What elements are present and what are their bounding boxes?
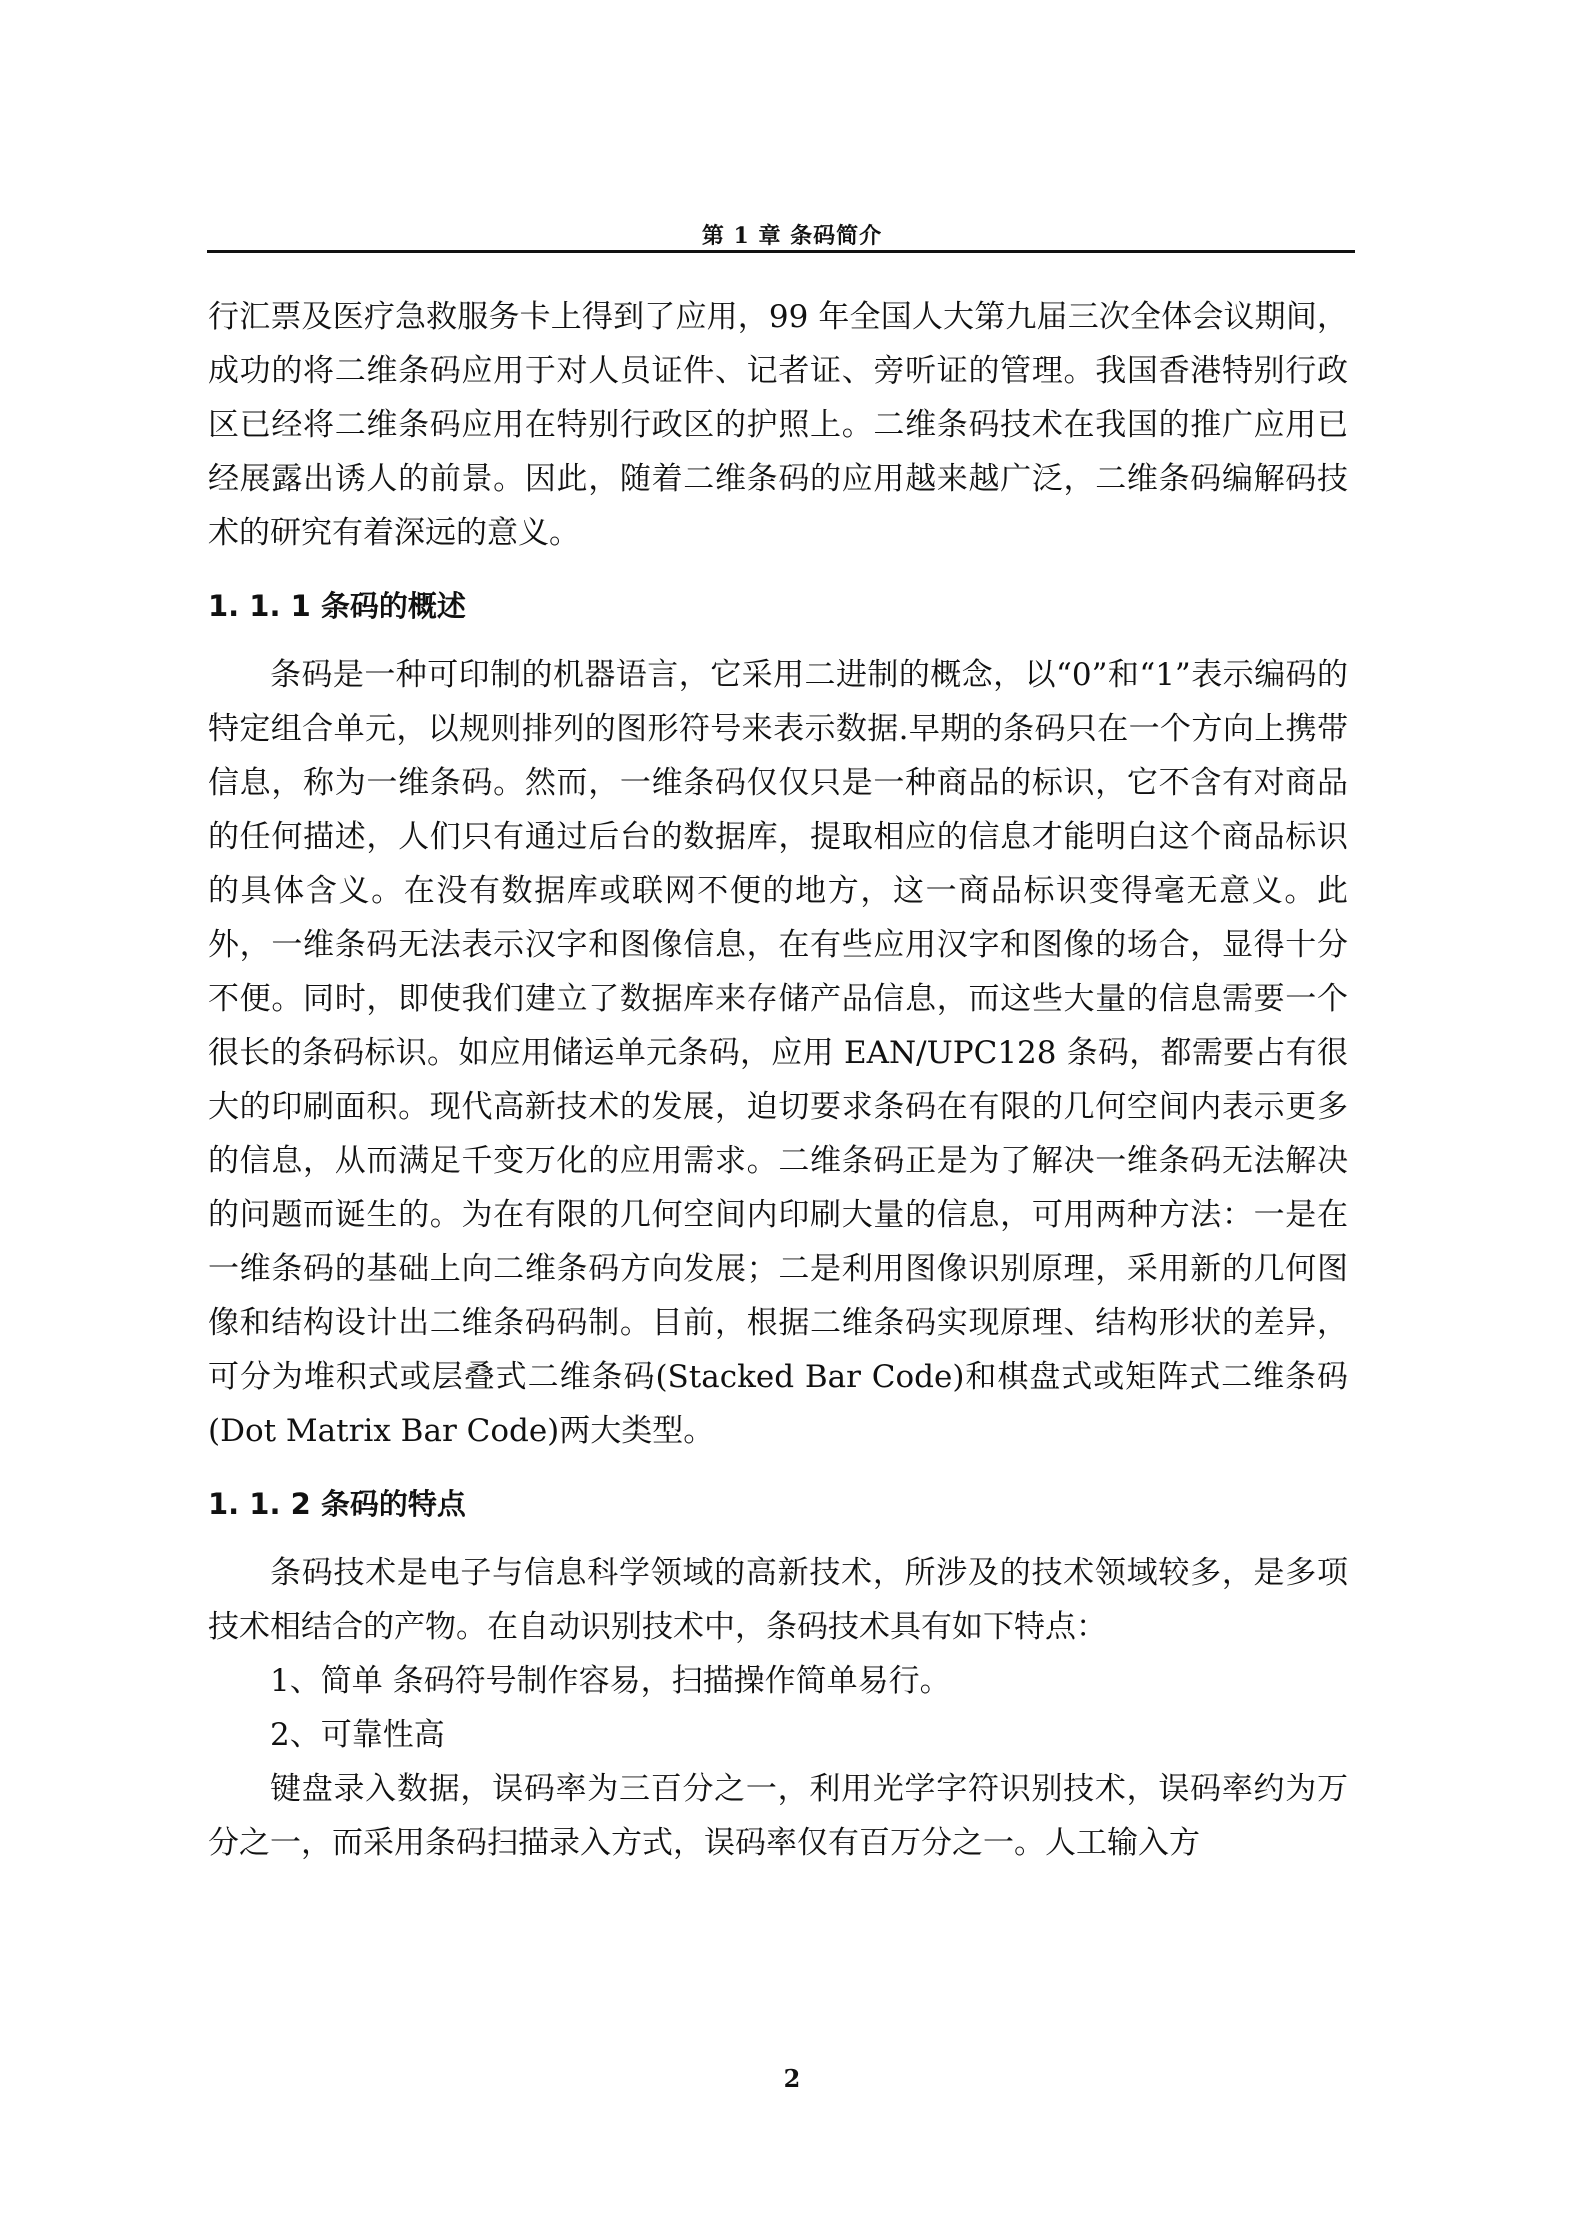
- header-rule: [207, 250, 1355, 253]
- page-number: 2: [783, 2064, 801, 2093]
- paragraph-overview: 条码是一种可印制的机器语言，它采用二进制的概念，以“0”和“1”表示编码的特定组合单元，以规则排列的图形符号来表示数据.早期的条码只在一个方向上携带信息，称为一维条码。然而，一维条码仅仅只是一种商品的标识，它不含有对商品的任何描述，人们只有通过后台的数据库，提取相应的信息才能明白这个商品标识的具体含义。在没有数据库或联网不便的地方，这一商品标识变得毫无意义。此外，一维条码无法表示汉字和图像信息，在有些应用汉字和图像的场合，显得十分不便。同时，即使我们建立了数据库来存储产品信息，而这些大量的信息需要一个很长的条码标识。如应用储运单元条码，应用 EAN/UPC128 条码，都需要占有很大的印刷面积。现代高新技术的发展，迫切要求条码在有限的几何空间内表示更多的信息，从而满足千变万化的应用需求。二维条码正是为了解决一维条码无法解决的问题而诞生的。为在有限的几何空间内印刷大量的信息，可用两种方法：一是在一维条码的基础上向二维条码方向发展；二是利用图像识别原理，采用新的几何图像和结构设计出二维条码码制。目前，根据二维条码实现原理、结构形状的差异，可分为堆积式或层叠式二维条码(Stacked Bar Code)和棋盘式或矩阵式二维条码(Dot Matrix Bar Code)两大类型。: [208, 657, 1348, 1449]
- paragraph-features: 条码技术是电子与信息科学领域的高新技术，所涉及的技术领域较多，是多项技术相结合的产物。在自动识别技术中，条码技术具有如下特点：: [208, 1555, 1348, 1645]
- running-header: 第 1 章 条码简介: [701, 223, 883, 249]
- paragraph-reliability: 键盘录入数据，误码率为三百分之一，利用光学字符识别技术，误码率约为万分之一，而采用条码扫描录入方式，误码率仅有百万分之一。人工输入方: [208, 1771, 1348, 1861]
- list-item-reliability: 2、可靠性高: [270, 1717, 445, 1753]
- page-body: [208, 290, 1348, 1870]
- list-item-simple: 1、简单 条码符号制作容易，扫描操作简单易行。: [270, 1663, 951, 1699]
- section-heading-features: 1. 1. 2 条码的特点: [208, 1487, 466, 1521]
- paragraph-intro-continuation: 行汇票及医疗急救服务卡上得到了应用，99 年全国人大第九届三次全体会议期间，成功的将二维条码应用于对人员证件、记者证、旁听证的管理。我国香港特别行政区已经将二维条码应用在特别行政区的护照上。二维条码技术在我国的推广应用已经展露出诱人的前景。因此，随着二维条码的应用越来越广泛，二维条码编解码技术的研究有着深远的意义。: [208, 299, 1348, 551]
- section-heading-overview: 1. 1. 1 条码的概述: [208, 589, 466, 623]
